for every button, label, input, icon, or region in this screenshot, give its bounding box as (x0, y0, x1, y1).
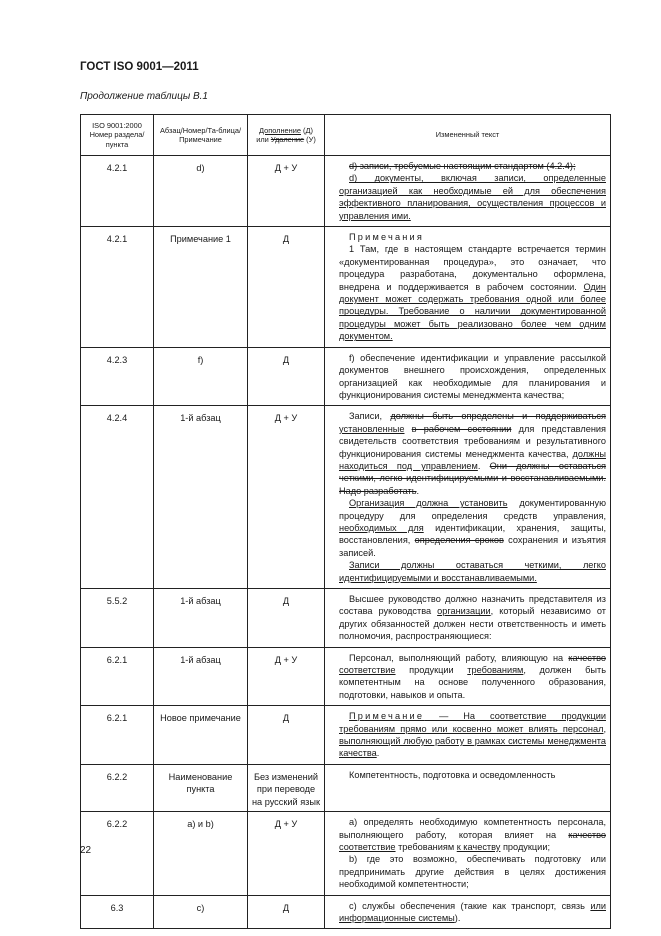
added-text: необходимых для (339, 522, 424, 533)
added-text: требованиям (467, 665, 524, 676)
change-type: Д (248, 227, 325, 348)
paragraph-ref: 1-й абзац (154, 406, 248, 589)
page-number: 22 (80, 845, 92, 856)
added-text: организации (437, 606, 491, 617)
changed-text (325, 812, 611, 895)
clause-number: 6.3 (81, 895, 154, 929)
plain-text: требованиям (395, 841, 457, 852)
added-text: соответствие (339, 841, 396, 852)
plain-text: Записи, (349, 411, 391, 422)
plain-text: Персонал, выполняющий работу, влияющую на (349, 652, 569, 663)
added-text: Организация должна установить (349, 498, 508, 509)
change-type: Д + У (248, 406, 325, 589)
plain-text: , должен быть компетентным на основе полученного образования, подготовки, навыков и опыта. (339, 665, 606, 700)
plain-text: 1 Там, где в настоящем стандарте встречается термин «документированная процедура», это означает, что процедура разработана, документально оформлена, внедрена и поддерживается в рабочем состоянии. (339, 244, 606, 292)
changed-text (325, 706, 611, 765)
clause-number: 4.2.4 (81, 406, 154, 589)
table-row (81, 589, 611, 648)
deleted-text: качество (568, 829, 606, 840)
header-delete-word: Удаление (270, 135, 305, 144)
comparison-table (80, 114, 611, 929)
clause-number: 6.2.2 (81, 764, 154, 811)
added-text: Один документ может содержать требования одной или более процедуры. Требование о наличии документированной процедуры может быть реализовано более чем одним документом. (339, 281, 606, 342)
plain-text: ; (561, 389, 565, 400)
plain-text: продукции; (500, 841, 551, 852)
changed-text (325, 347, 611, 406)
table-row (81, 156, 611, 227)
added-text: должны находиться под управлением (339, 448, 606, 471)
header-add-word: Дополнение (259, 125, 301, 135)
deleted-text: качество (568, 652, 606, 663)
plain-text: Высшее руководство должно назначить представителя из состава руководства (339, 594, 606, 617)
paragraph-ref: Примечание 1 (154, 227, 248, 348)
header-change-type (248, 115, 325, 156)
plain-text: a) определять необходимую компетентность персонала, выполняющего работу, которая влияет на (339, 817, 606, 840)
changed-text (325, 764, 611, 811)
paragraph-ref: 1-й абзац (154, 589, 248, 648)
table-row (81, 227, 611, 348)
clause-number: 6.2.1 (81, 647, 154, 706)
changed-text (325, 647, 611, 706)
change-type: Д + У (248, 156, 325, 227)
added-text: соответствие (339, 665, 396, 676)
plain-text: , который независимо от других обязанностей должен нести ответственность и иметь полномочия, распространяющиеся: (339, 606, 606, 642)
plain-text: Компетентность, подготовка и осведомленность (349, 769, 556, 780)
change-type: Д (248, 706, 325, 765)
plain-text: f) обеспечение идентификации и управление рассылкой документов внешнего происхождения, (339, 352, 606, 376)
change-type: Д + У (248, 647, 325, 706)
plain-text: продукции (395, 665, 468, 676)
table-row (81, 706, 611, 765)
paragraph-ref: f) (154, 347, 248, 406)
deleted-text: должны быть определены и поддерживаться (390, 411, 607, 422)
header-delete-code: (У) (304, 135, 316, 144)
paragraph-ref: a) и b) (154, 812, 248, 895)
plain-text: документированную процедуру для определения средств управления, (339, 498, 607, 521)
deleted-text: Они должны оставаться четкими, легко идентифицируемыми и восстанавливаемыми. Надо разработать (339, 460, 607, 496)
changed-text (325, 589, 611, 648)
paragraph-ref: Новое примечание (154, 706, 248, 765)
paragraph-ref: d) (154, 156, 248, 227)
plain-text: . (477, 460, 490, 471)
deleted-text: в рабочем состоянии (411, 423, 512, 434)
plain-text: определенных организацией как необходимые для планирования и функционирования системы менеджмента качества (339, 365, 606, 400)
table-caption: Продолжение таблицы В.1 (80, 91, 208, 102)
clause-number: 4.2.1 (81, 156, 154, 227)
document-title: ГОСТ ISO 9001—2011 (80, 61, 199, 73)
plain-text: c) службы обеспечения (такие как транспорт, связь (349, 900, 591, 911)
clause-number: 6.2.1 (81, 706, 154, 765)
plain-text: b) где это возможно, обеспечивать подготовку или предпринимать другие действия в целях достижения необходимой компетентности; (339, 854, 606, 890)
table-row (81, 812, 611, 895)
changed-text (325, 895, 611, 929)
changed-text (325, 156, 611, 227)
table-row (81, 647, 611, 706)
change-type: Д + У (248, 812, 325, 895)
added-text: d) документы, включая записи, определенные организацией как необходимые ей для обеспечения эффективного планирования, осуществления процессов и управления ими. (339, 173, 606, 221)
plain-text: сохранения и изъятия записей. (339, 535, 606, 558)
plain-text: . (416, 485, 420, 496)
header-iso-number: ISO 9001:2000 Номер раздела/ пункта (81, 115, 154, 156)
clause-number: 4.2.3 (81, 347, 154, 406)
change-type: Д (248, 895, 325, 929)
header-paragraph: Абзац/Номер/Та-блица/Примечание (154, 115, 248, 156)
paragraph-ref: Наименование пункта (154, 764, 248, 811)
added-text: Записи должны оставаться четкими, легко идентифицируемыми и восстанавливаемыми. (339, 560, 606, 583)
header-or: или (256, 135, 271, 144)
deleted-text: d) записи, требуемые настоящим стандартом (4.2.4); (349, 161, 576, 171)
clause-number: 6.2.2 (81, 812, 154, 895)
added-text: или информационные системы (339, 900, 606, 923)
deleted-text: определения сроков (414, 535, 504, 546)
added-text: — На соответствие продукции требованиям прямо или косвенно может влиять персонал, выполняющий любую работу в рамках системы менеджмента качества (339, 711, 606, 759)
plain-text: ). (454, 912, 461, 923)
header-add-code: (Д) (301, 125, 313, 135)
clause-number: 4.2.1 (81, 227, 154, 348)
paragraph-ref: c) (154, 895, 248, 929)
table-header-row (81, 115, 611, 156)
table-row (81, 406, 611, 589)
plain-text: . (376, 748, 380, 759)
paragraph-ref: 1-й абзац (154, 647, 248, 706)
header-changed-text: Измененный текст (325, 115, 611, 156)
plain-text (404, 424, 411, 434)
table-row (81, 895, 611, 929)
added-text: к качеству (456, 841, 501, 852)
note-heading: Примечания (349, 232, 425, 243)
changed-text (325, 406, 611, 589)
changed-text (325, 227, 611, 348)
plain-text: для представления свидетельств соответствия требованиям и результативного функционирования системы менеджмента качества, (339, 423, 606, 459)
table-row (81, 764, 611, 811)
note-heading: Примечание (349, 711, 425, 722)
plain-text: идентификации, хранения, защиты, восстановления, (339, 522, 607, 546)
change-type: Без изменений при переводе на русский язык (248, 764, 325, 811)
added-text: установленные (339, 423, 405, 434)
table-row (81, 347, 611, 406)
change-type: Д (248, 589, 325, 648)
clause-number: 5.5.2 (81, 589, 154, 648)
change-type: Д (248, 347, 325, 406)
